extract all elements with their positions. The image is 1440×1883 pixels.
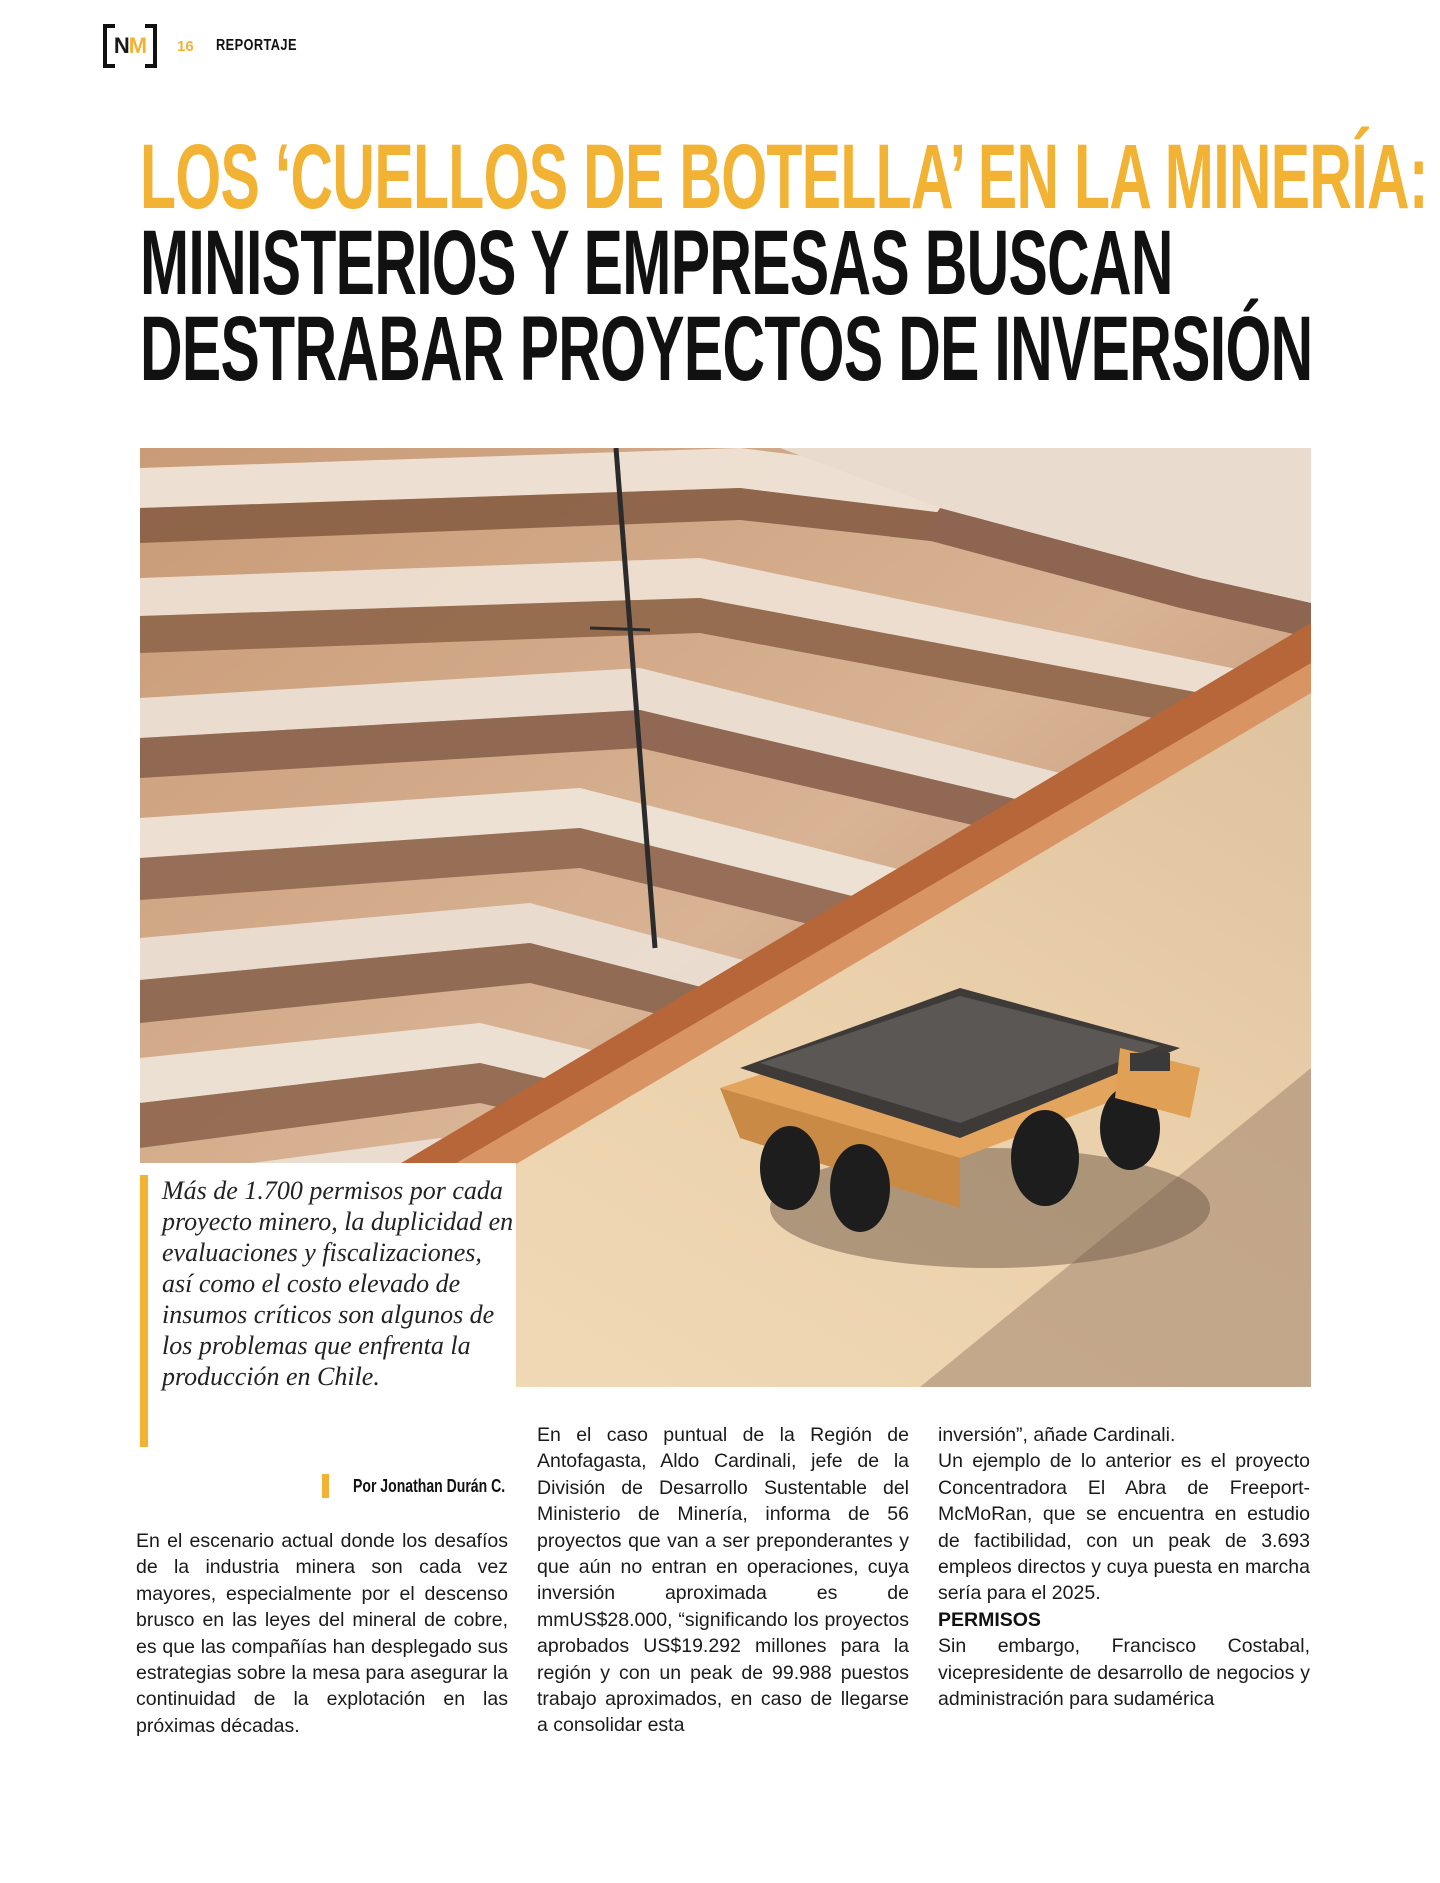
section-subhead: PERMISOS xyxy=(938,1608,1041,1631)
paragraph: En el escenario actual donde los desafíos de la industria minera son cada vez mayores, especialmente por el descenso brusco en las leyes del mineral de cobre, es que las compañías han desplegado sus estrategias sobre la mesa para asegurar la continuidad de la explotación en las próximas décadas. xyxy=(136,1530,508,1737)
logo-text: NM xyxy=(113,33,147,58)
magazine-logo xyxy=(103,22,157,70)
pull-quote xyxy=(140,1163,516,1448)
title-line-3: DESTRABAR PROYECTOS DE INVERSIÓN xyxy=(140,298,1313,400)
logo-left-bracket xyxy=(103,24,115,68)
pull-quote-accent-bar xyxy=(140,1175,148,1447)
body-column-2 xyxy=(537,1422,909,1739)
paragraph: inversión”, añade Cardinali. xyxy=(938,1424,1176,1446)
title-line-1: LOS ‘CUELLOS DE BOTELLA’ EN LA MINERÍA: xyxy=(140,126,1428,228)
page-header xyxy=(103,20,317,72)
page-number: 16 xyxy=(177,37,194,55)
byline-accent-bar xyxy=(322,1474,329,1498)
paragraph: Un ejemplo de lo anterior es el proyecto Concentradora El Abra de Freeport-McMoRan, que se encuentra en estudio de factibilidad, con un peak de 3.693 empleos directos y cuya puesta en marcha sería para el 2025. xyxy=(938,1450,1310,1605)
paragraph: Sin embargo, Francisco Costabal, vicepresidente de desarrollo de negocios y administración para sudamérica xyxy=(938,1635,1310,1711)
article-title xyxy=(140,126,1428,400)
byline-text: Por Jonathan Durán C. xyxy=(353,1475,506,1496)
pull-quote-text: Más de 1.700 permisos por cada proyecto minero, la duplicidad en evaluaciones y fiscalizaciones, así como el costo elevado de insumos críticos son algunos de los problemas que enfrenta la producción en Chile. xyxy=(162,1176,514,1391)
body-column-1 xyxy=(136,1528,508,1739)
logo-right-bracket xyxy=(145,24,157,68)
paragraph: En el caso puntual de la Región de Antofagasta, Aldo Cardinali, jefe de la División de Desarrollo Sustentable del Ministerio de Minería, informa de 56 proyectos que van a ser preponderantes y que aún no entran en operaciones, cuya inversión aproximada es de mmUS$28.000, “significando los proyectos aprobados US$19.292 millones para la región y con un peak de 99.988 puestos trabajo aproximados, en caso de llegarse a consolidar esta xyxy=(537,1424,909,1737)
body-column-3 xyxy=(938,1422,1310,1712)
byline xyxy=(322,1474,548,1498)
title-line-2: MINISTERIOS Y EMPRESAS BUSCAN xyxy=(140,212,1173,314)
section-label: REPORTAJE xyxy=(215,37,297,54)
